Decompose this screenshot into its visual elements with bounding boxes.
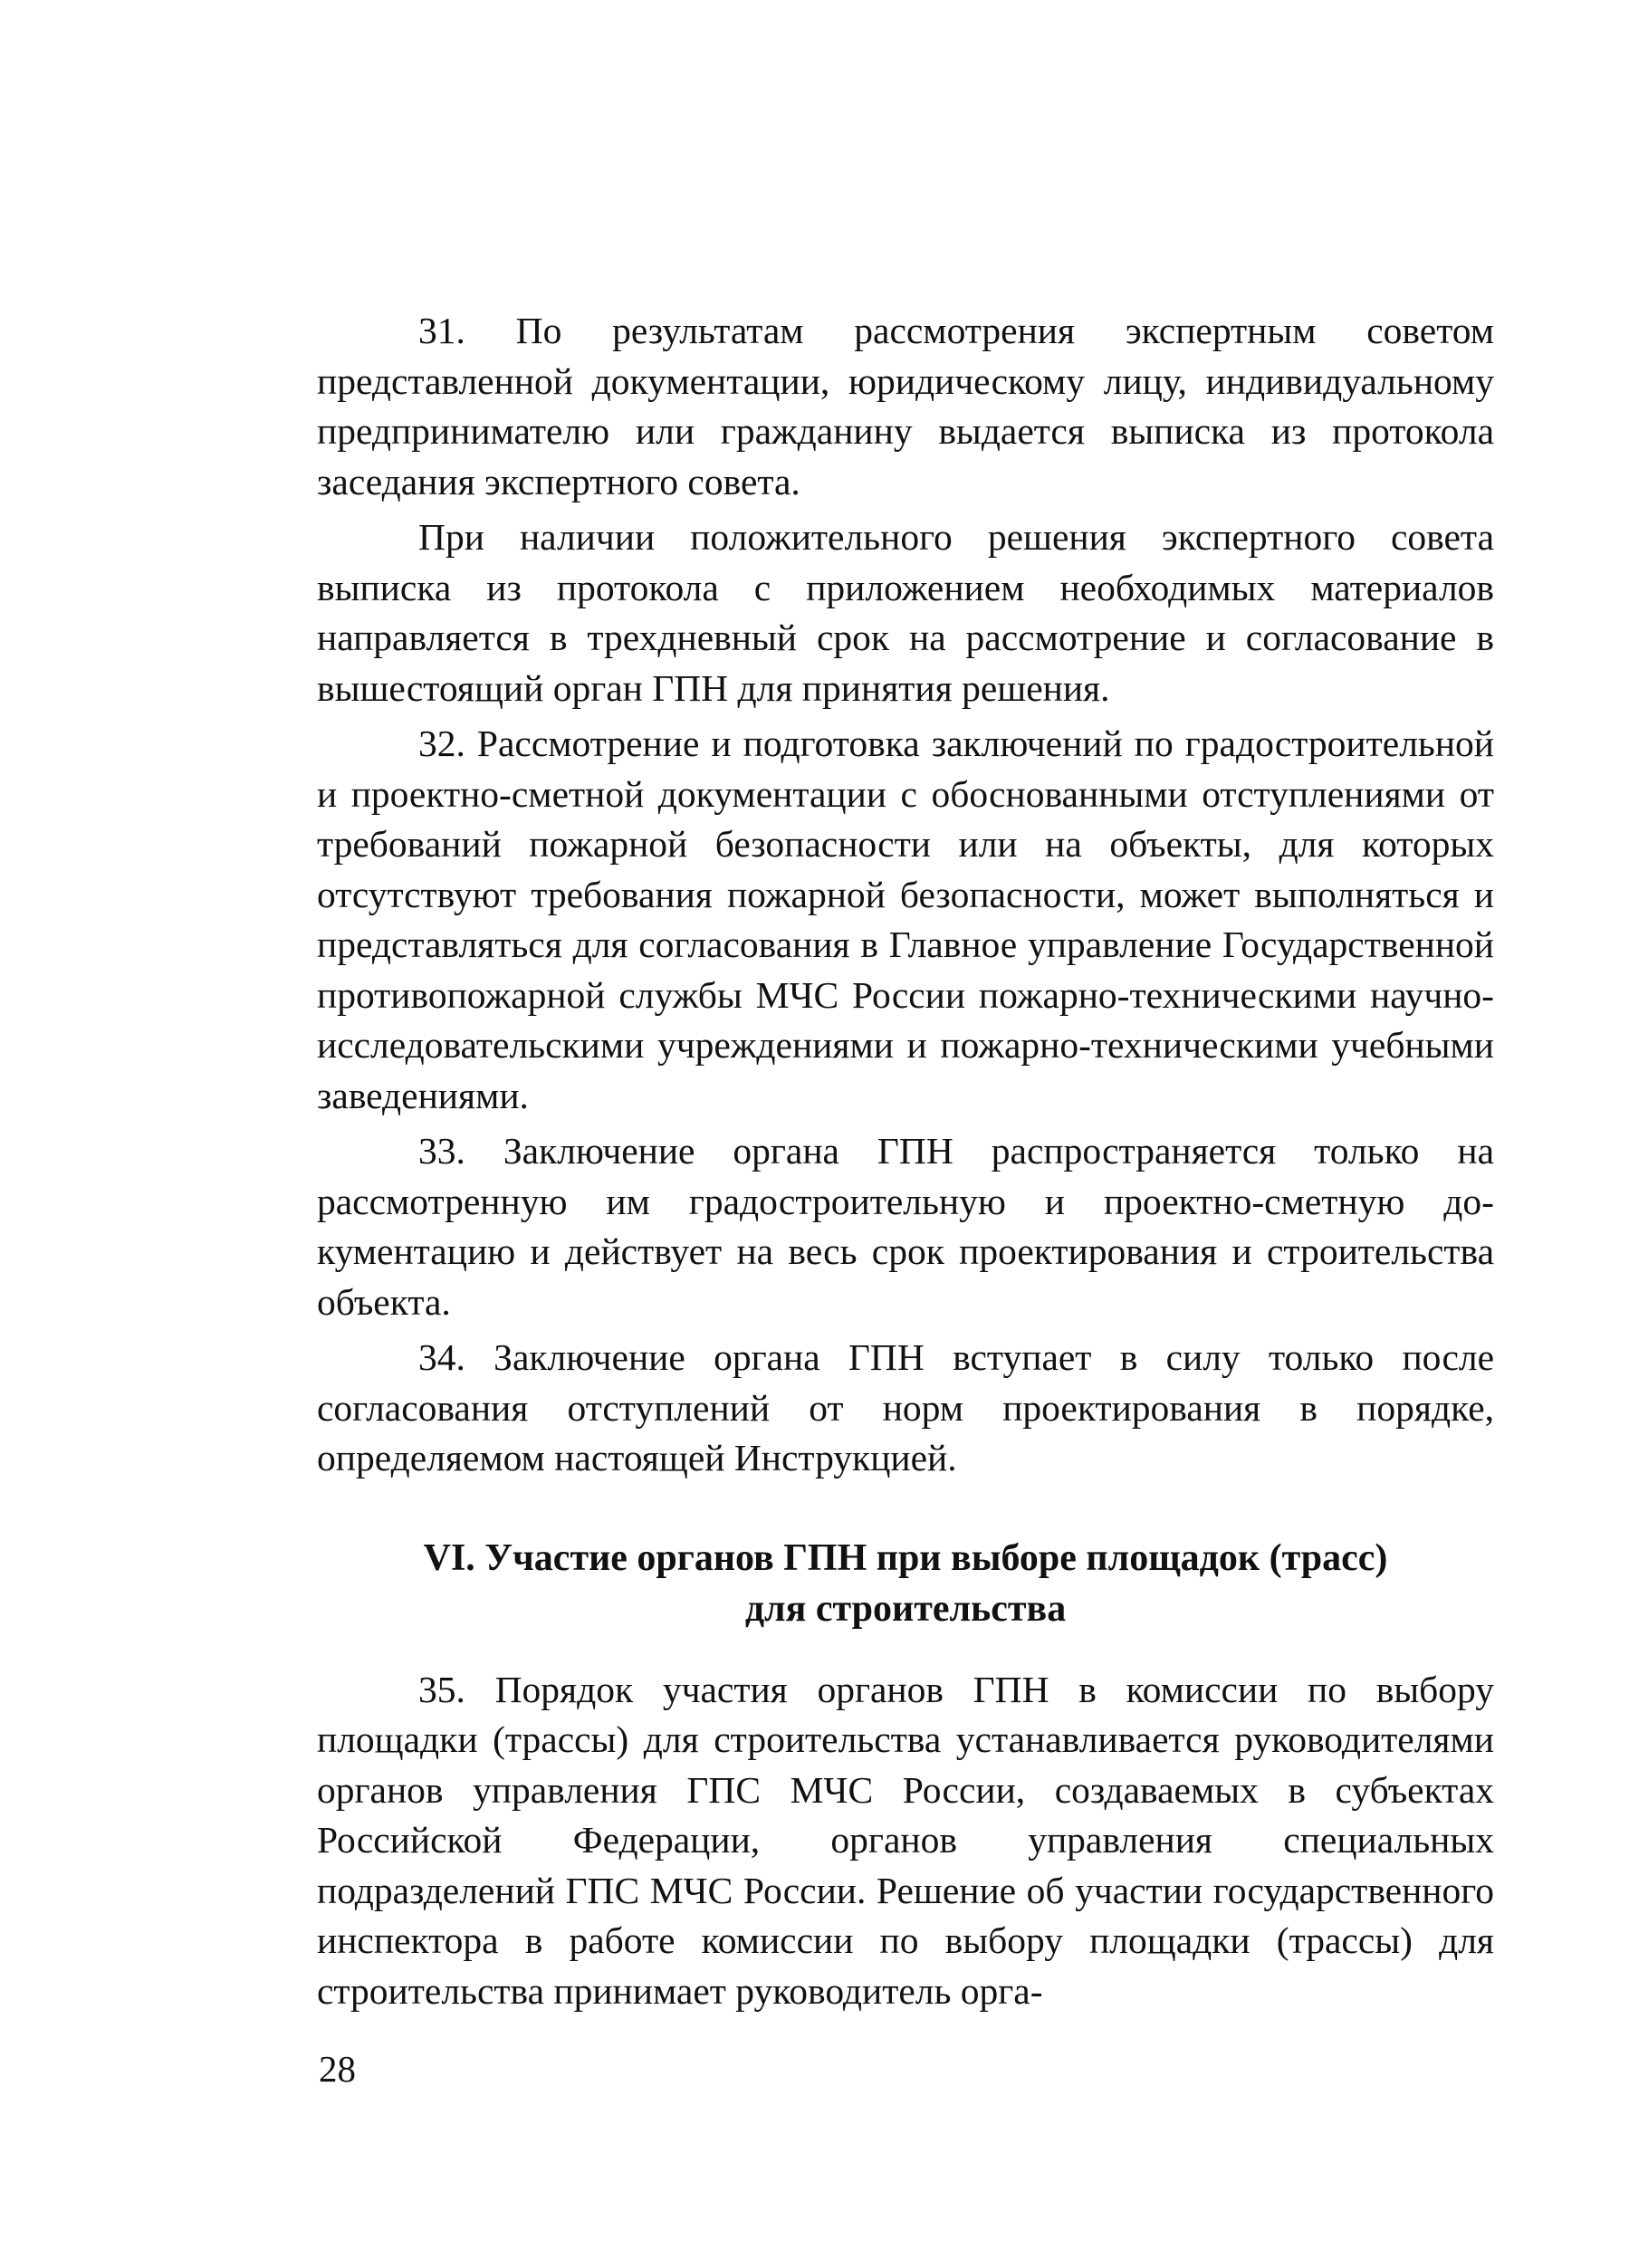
page-number: 28 [319,2048,356,2090]
paragraph-34: 34. Заключение органа ГПН вступает в силу только после согласования отступлений от норм проектирования в порядке, определяемом настоящей Инструкцией. [317,1336,1494,1479]
paragraph-33: 33. Заключение органа ГПН распространяется только на рассмотренную им градостроительную и проектно-сметную документацию и действует на весь срок проектирования и строительства объекта. [317,1130,1494,1323]
section-heading [317,1533,1494,1634]
body-text [317,306,1494,2022]
paragraph-32: 32. Рассмотрение и подготовка заключений по градостроительной и проектно-сметной документации с обоснованными отступлениями от требований пожарной безопасности или на объекты, для которых отсутствуют требования пожарной безопасности, может выполняться и представляться для согласования в Главное управление Государственной противопожарной службы МЧС России пожарно-техническими научно-исследовательскими учреждениями и пожарно-техническими учебными заведениями. [317,723,1494,1116]
section-heading-line-2: для строительства [744,1587,1067,1630]
paragraph-35: 35. Порядок участия органов ГПН в комиссии по выбору площадки (трассы) для строительства устанавливается руководителями органов управления ГПС МЧС России, создаваемых в субъектах Российской Федерации, органов управления специальных подразделений ГПС МЧС России. Решение об участии государственного инспектора в работе комиссии по выбору площадки (трассы) для строительства принимает руководитель орга- [317,1668,1494,2012]
paragraph-31-continued: При наличии положительного решения экспертного совета выписка из протокола с приложением необходимых материалов направляется в трехдневный срок на рассмотрение и согласование в вышестоящий орган ГПН для принятия решения. [317,516,1494,709]
paragraph-31: 31. По результатам рассмотрения экспертным советом представленной документации, юридическому лицу, индивидуальному предпринимателю или гражданину выдается выписка из протокола заседания экспертного совета. [317,310,1494,502]
section-heading-line-1: VI. Участие органов ГПН при выборе площадок (трасс) [423,1536,1388,1579]
